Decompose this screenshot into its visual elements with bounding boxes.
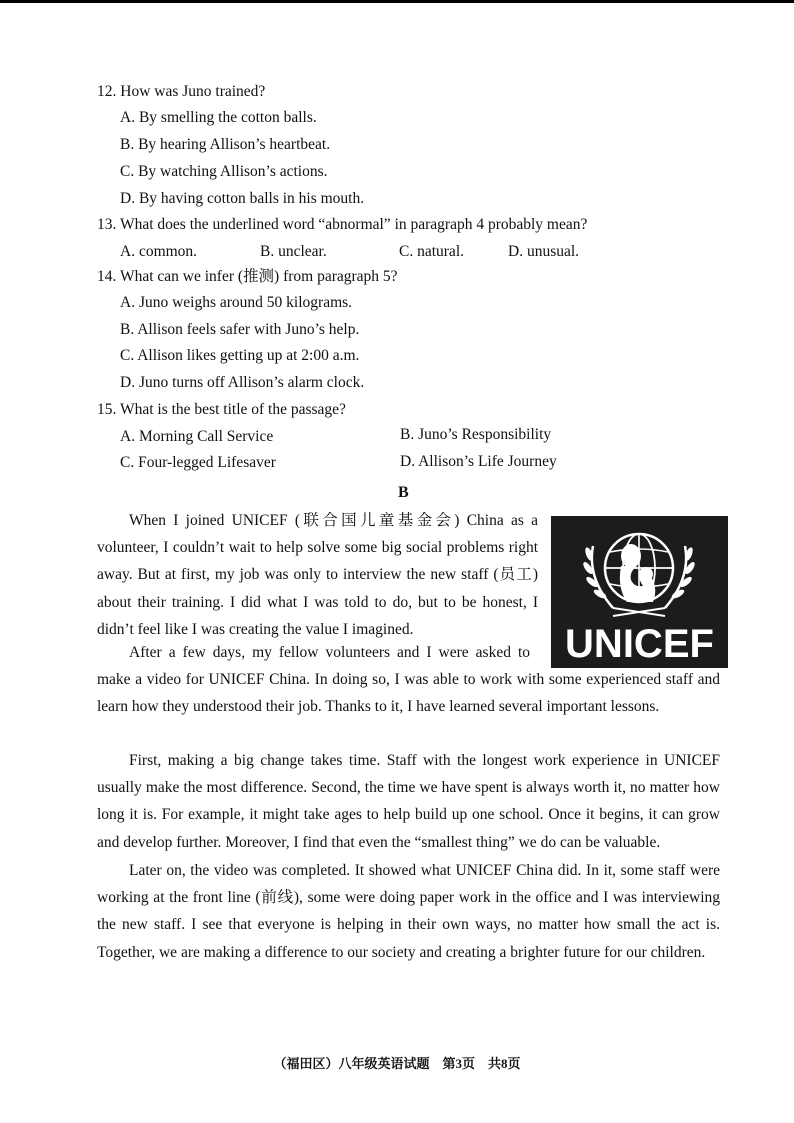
- question-12-option-c: C. By watching Allison’s actions.: [120, 163, 328, 180]
- top-border: [0, 0, 794, 3]
- question-12-option-a: A. By smelling the cotton balls.: [120, 109, 317, 126]
- question-14-stem: 14. What can we infer (推测) from paragraph 5?: [97, 268, 398, 285]
- question-13-stem: 13. What does the underlined word “abnormal” in paragraph 4 probably mean?: [97, 216, 588, 233]
- unicef-logo-text: UNICEF: [565, 622, 714, 666]
- passage-paragraph-1: [97, 507, 538, 643]
- paragraph-3-text: First, making a big change takes time. Staff with the longest work experience in UNICEF usually make the most difference. Second, the time we have spent is always worth it, no matter how long it is. For example, it might take ages to help build up one school. Once it begins, it can grow and develop further. Moreover, I find that even the “smallest thing” we do can be valuable.: [97, 752, 720, 851]
- question-14-option-c: C. Allison likes getting up at 2:00 a.m.: [120, 347, 360, 364]
- paragraph-1-text: When I joined UNICEF (联合国儿童基金会) China as a volunteer, I couldn’t wait to help solve some big social problems right away. But at first, my job was only to interview the new staff (员工) about their training. I did what I was told to do, but to be honest, I didn’t feel like I was creating the value I imagined.: [97, 512, 538, 638]
- section-b-title: B: [398, 484, 409, 501]
- paragraph-2-text: After a few days, my fellow volunteers and I were asked to make a video for UNICEF China. In doing so, I was able to work with some experienced staff and learn how they understood their job. Thanks to it, I have learned several important lessons.: [97, 644, 720, 716]
- passage-paragraph-2: [97, 639, 720, 721]
- page-footer: （福田区）八年级英语试题 第3页 共8页: [273, 1056, 521, 1071]
- question-13-option-d: D. unusual.: [508, 243, 580, 260]
- question-14-option-a: A. Juno weighs around 50 kilograms.: [120, 294, 353, 311]
- question-12-stem: 12. How was Juno trained?: [97, 83, 266, 100]
- question-13-option-a: A. common.: [120, 243, 198, 260]
- question-12-option-d: D. By having cotton balls in his mouth.: [120, 190, 365, 207]
- unicef-emblem-icon: [551, 516, 728, 624]
- question-15-option-d: D. Allison’s Life Journey: [400, 453, 557, 470]
- question-14-option-b: B. Allison feels safer with Juno’s help.: [120, 321, 360, 338]
- passage-paragraph-3: [97, 747, 720, 856]
- passage-paragraph-4: [97, 857, 720, 966]
- question-15-option-a: A. Morning Call Service: [120, 428, 274, 445]
- question-13-option-b: B. unclear.: [260, 243, 327, 260]
- question-15-option-b: B. Juno’s Responsibility: [400, 426, 552, 443]
- question-15-stem: 15. What is the best title of the passage?: [97, 401, 346, 418]
- question-14-option-d: D. Juno turns off Allison’s alarm clock.: [120, 374, 365, 391]
- question-12-option-b: B. By hearing Allison’s heartbeat.: [120, 136, 331, 153]
- question-13-option-c: C. natural.: [399, 243, 464, 260]
- paragraph-4-text: Later on, the video was completed. It showed what UNICEF China did. In it, some staff were working at the front line (前线), some were doing paper work in the office and I was interviewing the new staff. I see that everyone is helping in their own ways, no matter how small the act is. Together, we are making a difference to our society and creating a brighter future for our children.: [97, 862, 720, 961]
- question-15-option-c: C. Four-legged Lifesaver: [120, 454, 276, 471]
